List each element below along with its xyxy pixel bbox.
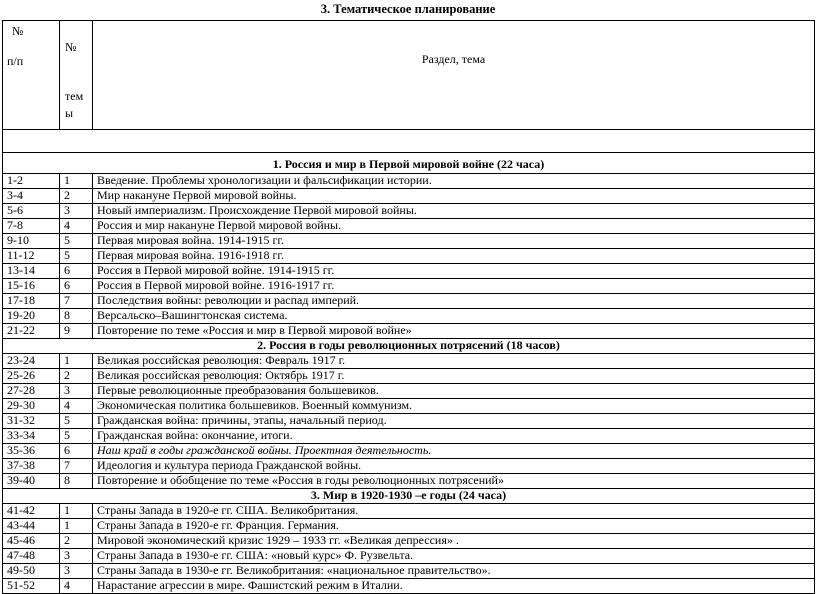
lesson-number-cell: 21-22 — [3, 324, 60, 339]
header-lesson-number-cell — [3, 21, 60, 130]
topic-cell: Великая российская революция: Февраль 1917 г. — [93, 354, 815, 369]
table-row — [3, 249, 815, 264]
table-header-row — [3, 21, 815, 130]
topic-number-cell: 6 — [60, 444, 93, 459]
topic-cell: Страны Запада в 1930-е гг. США: «новый курс» Ф. Рузвельта. — [93, 549, 815, 564]
topic-cell: Великая российская революция: Октябрь 1917 г. — [93, 369, 815, 384]
header-spacer-cell — [3, 130, 815, 153]
lesson-number-cell: 39-40 — [3, 474, 60, 489]
topic-cell: Экономическая политика большевиков. Военный коммунизм. — [93, 399, 815, 414]
lesson-number-cell: 7-8 — [3, 219, 60, 234]
topic-cell: Версальско–Вашингтонская система. — [93, 309, 815, 324]
topic-number-cell: 8 — [60, 474, 93, 489]
table-row — [3, 354, 815, 369]
table-row — [3, 279, 815, 294]
table-row — [3, 579, 815, 594]
topic-cell: Страны Запада в 1920-е гг. Франция. Германия. — [93, 519, 815, 534]
lesson-number-cell: 43-44 — [3, 519, 60, 534]
topic-number-cell: 6 — [60, 279, 93, 294]
topic-number-cell: 2 — [60, 369, 93, 384]
topic-cell: Повторение по теме «Россия и мир в Первой мировой войне» — [93, 324, 815, 339]
table-row — [3, 204, 815, 219]
table-row — [3, 264, 815, 279]
section-header-row — [3, 153, 815, 174]
lesson-number-cell: 35-36 — [3, 444, 60, 459]
table-row — [3, 189, 815, 204]
table-row — [3, 474, 815, 489]
table-row — [3, 234, 815, 249]
topic-number-cell: 1 — [60, 354, 93, 369]
topic-cell: Россия в Первой мировой войне. 1914-1915 гг. — [93, 264, 815, 279]
header-topic-number-label-part1: тем — [65, 89, 84, 103]
thematic-plan-table — [2, 20, 815, 594]
topic-number-cell: 3 — [60, 204, 93, 219]
table-row — [3, 414, 815, 429]
topic-number-cell: 3 — [60, 549, 93, 564]
topic-cell: Идеология и культура периода Гражданской войны. — [93, 459, 815, 474]
table-row — [3, 369, 815, 384]
table-row — [3, 504, 815, 519]
topic-number-cell: 8 — [60, 309, 93, 324]
table-row — [3, 459, 815, 474]
topic-cell: Первая мировая война. 1914-1915 гг. — [93, 234, 815, 249]
lesson-number-cell: 5-6 — [3, 204, 60, 219]
lesson-number-cell: 17-18 — [3, 294, 60, 309]
table-row — [3, 309, 815, 324]
topic-cell: Мировой экономический кризис 1929 – 1933 гг. «Великая депрессия» . — [93, 534, 815, 549]
section-title: 2. Россия в годы революционных потрясений (18 часов) — [3, 339, 815, 354]
section-header-row — [3, 339, 815, 354]
topic-number-cell: 3 — [60, 384, 93, 399]
topic-cell: Введение. Проблемы хронологизации и фальсификации истории. — [93, 174, 815, 189]
lesson-number-cell: 41-42 — [3, 504, 60, 519]
table-row — [3, 174, 815, 189]
topic-number-cell: 6 — [60, 264, 93, 279]
lesson-number-cell: 23-24 — [3, 354, 60, 369]
header-topic-number-label-part2: ы — [65, 106, 74, 120]
topic-cell: Мир накануне Первой мировой войны. — [93, 189, 815, 204]
topic-cell: Страны Запада в 1920-е гг. США. Великобритания. — [93, 504, 815, 519]
lesson-number-cell: 25-26 — [3, 369, 60, 384]
table-row — [3, 294, 815, 309]
topic-cell: Наш край в годы гражданской войны. Проектная деятельность. — [93, 444, 815, 459]
lesson-number-cell: 45-46 — [3, 534, 60, 549]
topic-cell: Первые революционные преобразования большевиков. — [93, 384, 815, 399]
topic-cell: Россия и мир накануне Первой мировой войны. — [93, 219, 815, 234]
header-topic-number-cell — [60, 21, 93, 130]
lesson-number-cell: 27-28 — [3, 384, 60, 399]
table-row — [3, 534, 815, 549]
topic-number-cell: 7 — [60, 294, 93, 309]
lesson-number-cell: 47-48 — [3, 549, 60, 564]
topic-number-cell: 4 — [60, 219, 93, 234]
table-row — [3, 564, 815, 579]
topic-number-cell: 3 — [60, 564, 93, 579]
lesson-number-cell: 19-20 — [3, 309, 60, 324]
topic-number-cell: 5 — [60, 249, 93, 264]
table-row — [3, 519, 815, 534]
header-topic-label: Раздел, тема — [421, 52, 486, 66]
section-title: 1. Россия и мир в Первой мировой войне (22 часа) — [3, 153, 815, 174]
header-topic-number-sign: № — [65, 40, 77, 54]
header-topic-cell — [93, 21, 815, 130]
topic-cell: Гражданская война: окончание, итоги. — [93, 429, 815, 444]
topic-number-cell: 5 — [60, 414, 93, 429]
topic-number-cell: 9 — [60, 324, 93, 339]
lesson-number-cell: 15-16 — [3, 279, 60, 294]
topic-cell: Россия в Первой мировой войне. 1916-1917 гг. — [93, 279, 815, 294]
header-lesson-number-label: п/п — [7, 54, 24, 68]
lesson-number-cell: 1-2 — [3, 174, 60, 189]
topic-cell: Первая мировая война. 1916-1918 гг. — [93, 249, 815, 264]
topic-number-cell: 1 — [60, 504, 93, 519]
document-title: 3. Тематическое планирование — [320, 2, 496, 16]
lesson-number-cell: 51-52 — [3, 579, 60, 594]
topic-number-cell: 5 — [60, 429, 93, 444]
lesson-number-cell: 37-38 — [3, 459, 60, 474]
section-header-row — [3, 489, 815, 504]
lesson-number-cell: 11-12 — [3, 249, 60, 264]
lesson-number-cell: 31-32 — [3, 414, 60, 429]
section-title: 3. Мир в 1920-1930 –е годы (24 часа) — [3, 489, 815, 504]
topic-cell: Гражданская война: причины, этапы, начальный период. — [93, 414, 815, 429]
lesson-number-cell: 33-34 — [3, 429, 60, 444]
header-spacer-row — [3, 130, 815, 153]
lesson-number-cell: 29-30 — [3, 399, 60, 414]
topic-number-cell: 1 — [60, 174, 93, 189]
topic-number-cell: 7 — [60, 459, 93, 474]
lesson-number-cell: 49-50 — [3, 564, 60, 579]
table-row — [3, 219, 815, 234]
topic-cell: Страны Запада в 1930-е гг. Великобритания: «национальное правительство». — [93, 564, 815, 579]
topic-number-cell: 2 — [60, 189, 93, 204]
topic-cell: Нарастание агрессии в мире. Фашистский режим в Италии. — [93, 579, 815, 594]
topic-number-cell: 2 — [60, 534, 93, 549]
topic-number-cell: 4 — [60, 579, 93, 594]
topic-cell: Новый империализм. Происхождение Первой мировой войны. — [93, 204, 815, 219]
table-row — [3, 384, 815, 399]
table-row — [3, 444, 815, 459]
header-lesson-number-sign: № — [12, 24, 24, 38]
table-row — [3, 324, 815, 339]
table-row — [3, 429, 815, 444]
topic-number-cell: 1 — [60, 519, 93, 534]
topic-number-cell: 4 — [60, 399, 93, 414]
topic-cell: Повторение и обобщение по теме «Россия в годы революционных потрясений» — [93, 474, 815, 489]
topic-number-cell: 5 — [60, 234, 93, 249]
lesson-number-cell: 9-10 — [3, 234, 60, 249]
table-row — [3, 549, 815, 564]
lesson-number-cell: 13-14 — [3, 264, 60, 279]
lesson-number-cell: 3-4 — [3, 189, 60, 204]
topic-cell: Последствия войны: революции и распад империй. — [93, 294, 815, 309]
table-row — [3, 399, 815, 414]
